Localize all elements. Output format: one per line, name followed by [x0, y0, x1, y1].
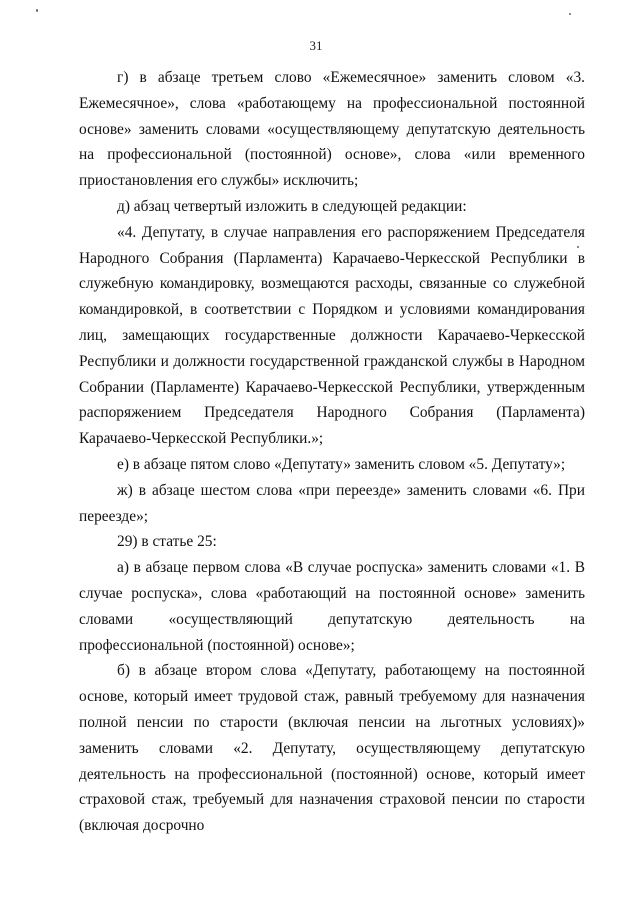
- paragraph: е) в абзаце пятом слово «Депутату» заменить словом «5. Депутату»;: [117, 455, 566, 473]
- scan-speck: [36, 9, 38, 12]
- page-number: 31: [309, 38, 323, 53]
- document-body: [79, 65, 585, 839]
- paragraph: б) в абзаце втором слова «Депутату, работающему на постоянной основе, который имеет трудовой стаж, равный требуемому для назначения полной пенсии по старости (включая пенсии на льготных условиях)» заменить словами «2. Депутату, осуществляющему депутатскую деятельность на профессиональной (постоянной) основе, который имеет страховой стаж, требуемый для назначения страховой пенсии по старости (включая досрочно: [79, 662, 585, 835]
- scan-speck: [569, 13, 571, 15]
- paragraph: «4. Депутату, в случае направления его распоряжением Председателя Народного Собрания (Парламента) Карачаево-Черкесской Республики в служебную командировку, возмещаются расходы, связанные со служебной командировкой, в соответствии с Порядком и условиями командирования лиц, замещающих государственные должности Карачаево-Черкесской Республики и должности государственной гражданской службы в Народном Собрании (Парламенте) Карачаево-Черкесской Республики, утвержденным распоряжением Председателя Народного Собрания (Парламента) Карачаево-Черкесской Республики.»;: [79, 223, 585, 448]
- paragraph: д) абзац четвертый изложить в следующей редакции:: [117, 197, 467, 215]
- paragraph: 29) в статье 25:: [117, 533, 217, 551]
- paragraph: г) в абзаце третьем слово «Ежемесячное» заменить словом «3. Ежемесячное», слова «работающему на профессиональной постоянной основе» заменить словами «осуществляющему депутатскую деятельность на профессиональной (постоянной) основе», слова «или временного приостановления его службы» исключить;: [79, 69, 585, 190]
- paragraph: ж) в абзаце шестом слова «при переезде» заменить словами «6. При переезде»;: [79, 481, 585, 525]
- paragraph: а) в абзаце первом слова «В случае роспуска» заменить словами «1. В случае роспуска», слова «работающий на постоянной основе» заменить словами «осуществляющий депутатскую деятельность на профессиональной (постоянной) основе»;: [79, 559, 585, 654]
